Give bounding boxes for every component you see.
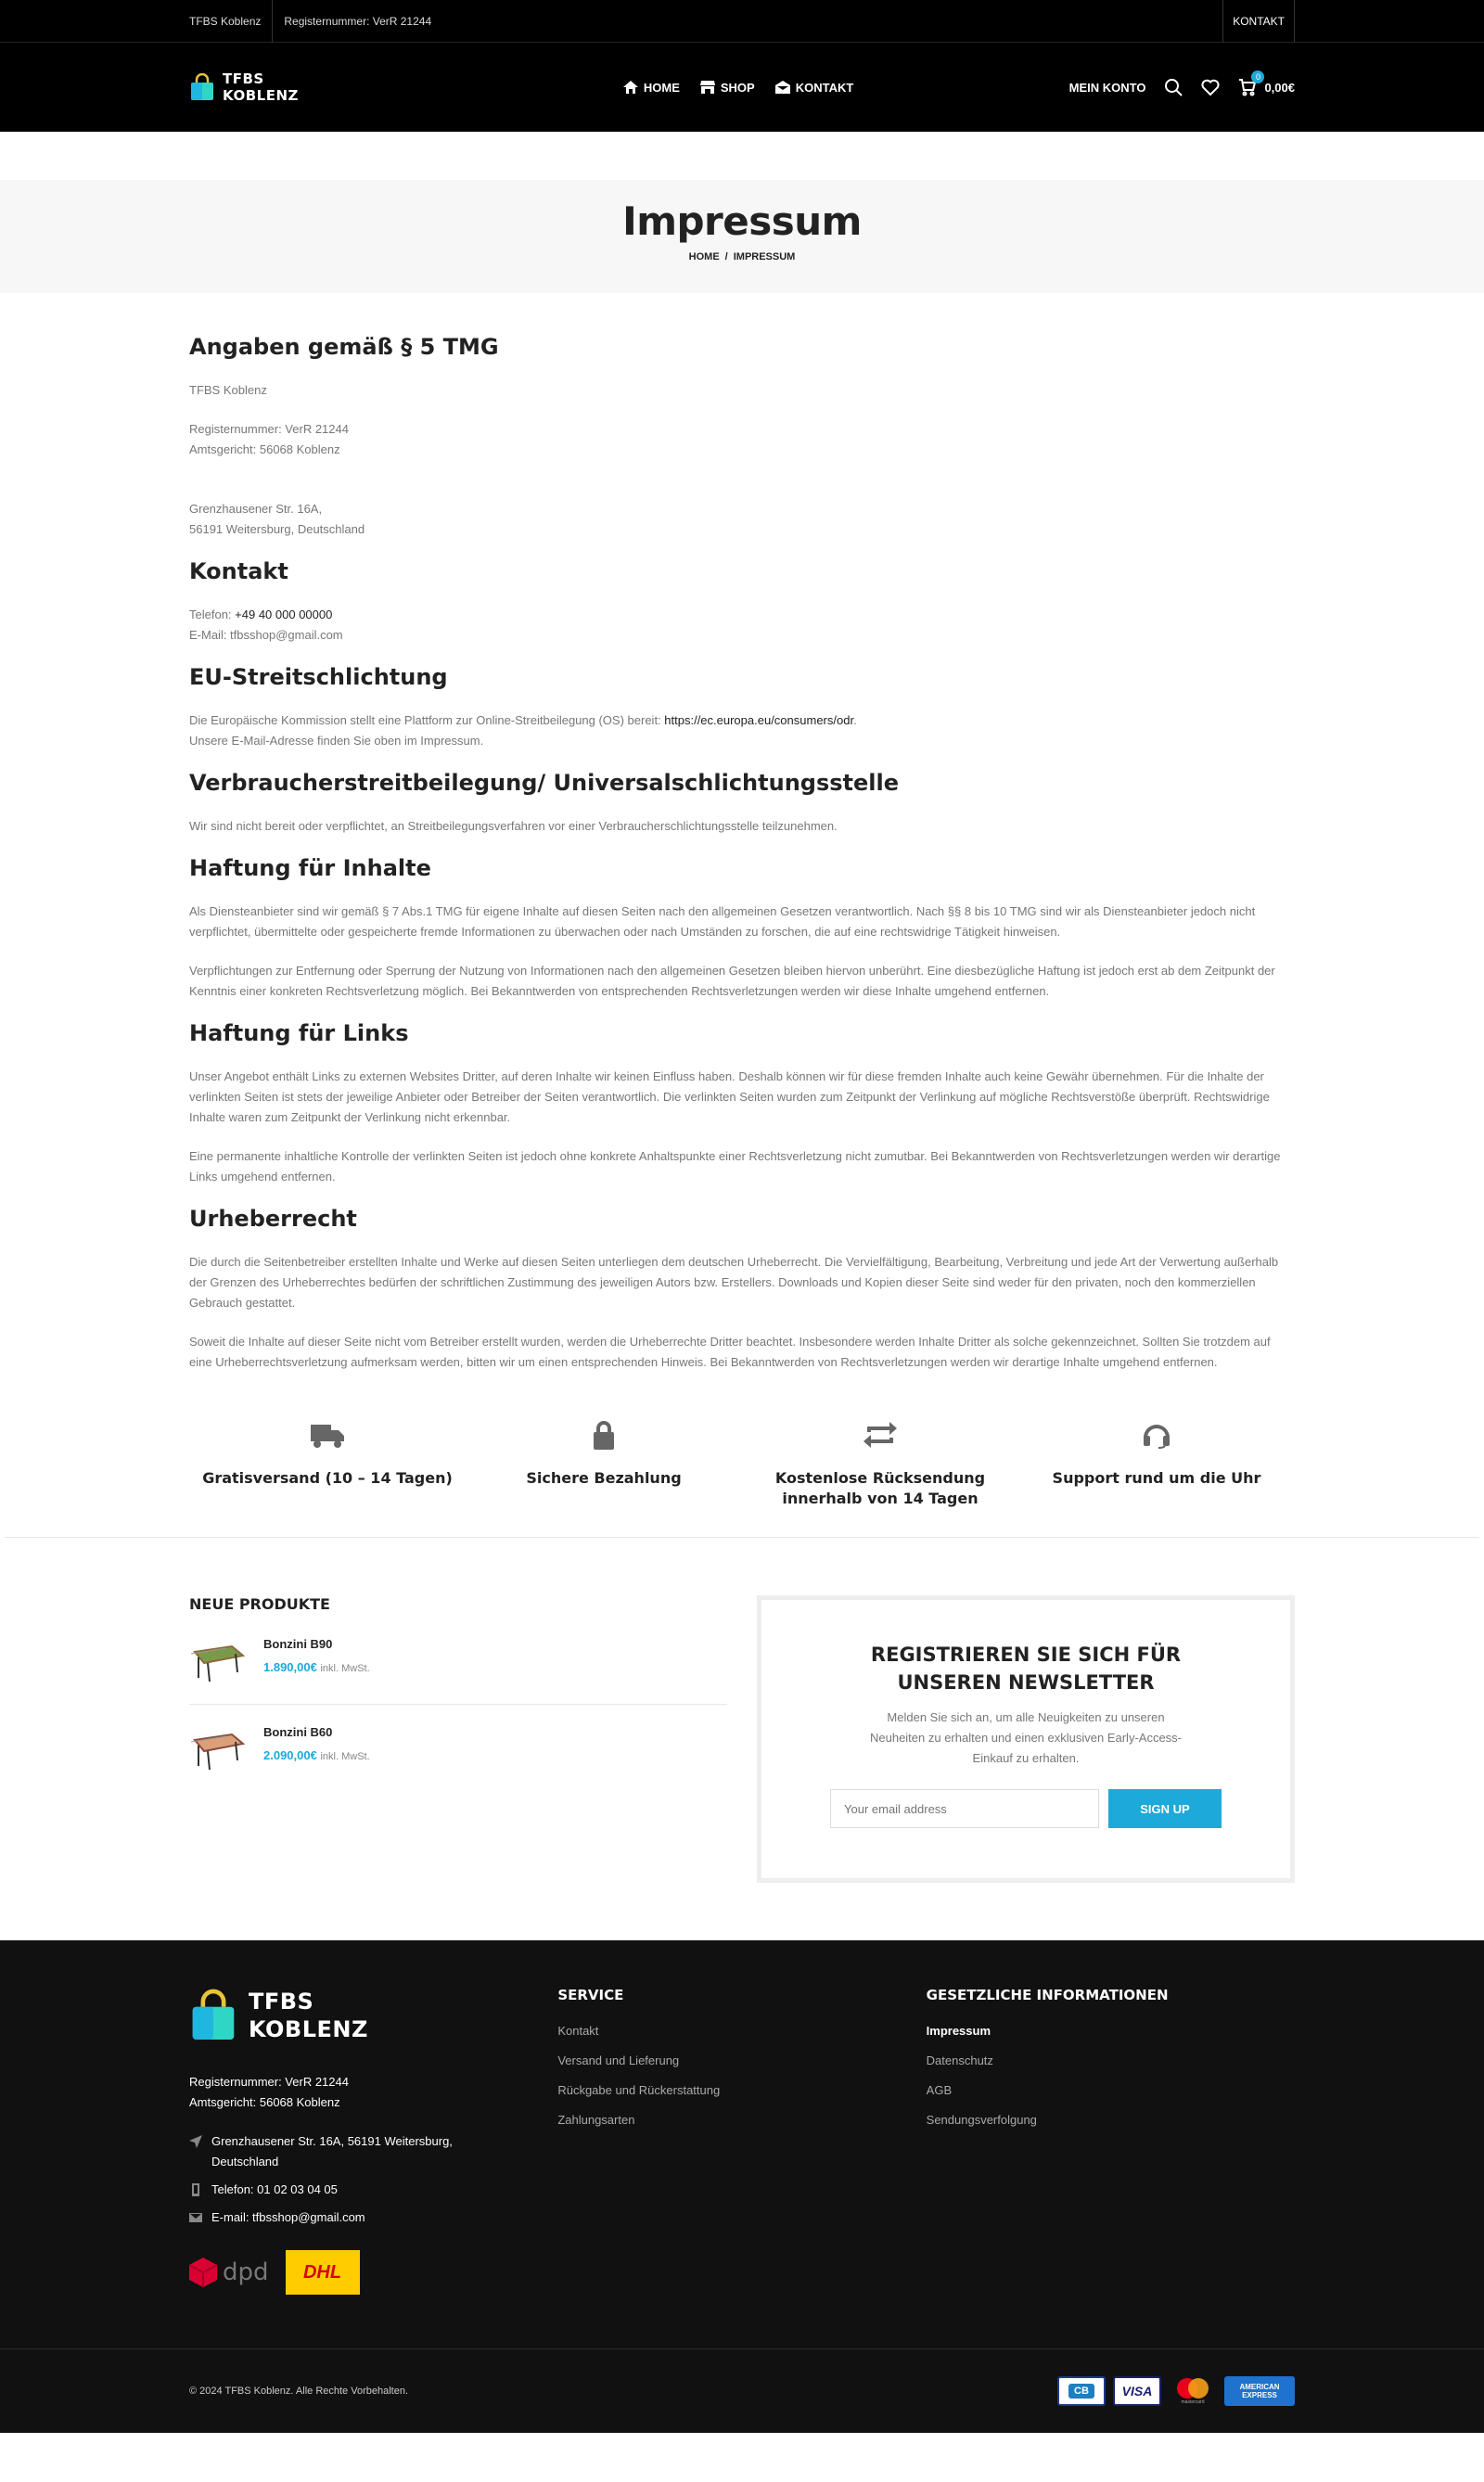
- shopping-bag-icon: [189, 73, 215, 101]
- newsletter-title-line-1: REGISTRIEREN SIE SICH FÜR: [870, 1644, 1182, 1666]
- payment-cards: [1057, 2376, 1295, 2406]
- logo-line-2: KOBLENZ: [223, 87, 299, 104]
- section-title: Urheberrecht: [189, 1206, 357, 1232]
- amex-card-label: AMERICAN EXPRESS: [1239, 2383, 1280, 2399]
- mobile-phone-icon: [189, 2183, 202, 2196]
- envelope-icon: [189, 2211, 202, 2224]
- footer-link-contact[interactable]: Kontakt: [557, 2024, 599, 2038]
- feature-text: Kostenlose Rücksendung: [774, 1469, 986, 1487]
- new-products: [189, 1595, 727, 1883]
- visa-card-label: VISA: [1121, 2384, 1153, 2399]
- address: [189, 499, 1295, 540]
- section-text: Die durch die Seitenbetreiber erstellten Inhalte und Werke auf diesen Seiten unterliegen dem deutschen Urheberrecht. Die Vervielfältigung, Bearbeitung, Verbreitung und jede Art der Verwertung außerhalb der Grenzen des Urheberrechtes bedürfen der schriftlichen Zustimmung des jeweiligen Autors bzw. Erstellers. Downloads und Kopien dieser Seite sind weder für den privaten, noch den kommerziellen Gebrauch gestattet.: [189, 1255, 1279, 1310]
- section-liability-links: [189, 1020, 1295, 1187]
- eu-dispute-line-2: Unsere E-Mail-Adresse finden Sie oben im Impressum.: [189, 734, 484, 748]
- footer-link-terms[interactable]: AGB: [926, 2083, 953, 2097]
- section-text: Wir sind nicht bereit oder verpflichtet, an Streitbeilegungsverfahren vor einer Verbraucherschlichtungsstelle teilzunehmen.: [189, 819, 838, 833]
- section-title: Haftung für Links: [189, 1020, 409, 1046]
- section-text: Als Diensteanbieter sind wir gemäß § 7 Abs.1 TMG für eigene Inhalte auf diesen Seiten nach den allgemeinen Gesetzen verantwortlich. Nach §§ 8 bis 10 TMG sind wir als Diensteanbieter jedoch nicht verpflichtet, übermittelte oder gespeicherte fremde Informationen zu überwachen oder nach Umständen zu forschen, die auf eine rechtswidrige Tätigkeit hinweisen.: [189, 904, 1256, 939]
- cb-card-label: CB: [1068, 2384, 1094, 2399]
- page-title-area: [0, 180, 1484, 293]
- shipping-carriers: [189, 2250, 557, 2295]
- newsletter-box: [757, 1595, 1295, 1883]
- breadcrumb: HOME / IMPRESSUM: [688, 251, 796, 262]
- phone-link[interactable]: +49 40 000 00000: [235, 608, 333, 621]
- footer-phone: [189, 2180, 557, 2200]
- address-street: Grenzhausener Str. 16A,: [189, 502, 323, 516]
- feature-payment: [466, 1419, 742, 1509]
- topbar-contact-link[interactable]: KONTAKT: [1222, 0, 1295, 43]
- foosball-table-image[interactable]: [189, 1725, 247, 1772]
- footer-logo[interactable]: [189, 1987, 557, 2044]
- footer-address: [189, 2131, 557, 2172]
- product-price: 2.090,00€: [263, 1748, 317, 1762]
- breadcrumb-current: IMPRESSUM: [733, 251, 796, 262]
- footer-link-impressum[interactable]: Impressum: [926, 2024, 991, 2038]
- address-city: 56191 Weitersburg, Deutschland: [189, 522, 365, 536]
- odr-link[interactable]: https://ec.europa.eu/consumers/odr: [664, 713, 854, 727]
- product-item[interactable]: [189, 1637, 727, 1705]
- site-logo[interactable]: [189, 70, 299, 104]
- cart-count-badge: 0: [1251, 70, 1264, 83]
- main-header: [0, 43, 1484, 132]
- newsletter-email-input[interactable]: [830, 1789, 1099, 1828]
- impressum-content: [189, 293, 1295, 1537]
- dpd-wordmark: dpd: [223, 2258, 269, 2286]
- product-name[interactable]: Bonzini B90: [263, 1637, 333, 1651]
- section-title: Angaben gemäß § 5 TMG: [189, 334, 499, 360]
- amex-card-icon: [1224, 2376, 1295, 2406]
- section-liability-content: [189, 855, 1295, 1002]
- lower-section: [189, 1538, 1295, 1938]
- register-number: Registernummer: VerR 21244: [189, 422, 349, 436]
- product-tax: inkl. MwSt.: [320, 1663, 370, 1674]
- section-contact: [189, 558, 1295, 646]
- product-price: 1.890,00€: [263, 1660, 317, 1674]
- cart-total: 0,00€: [1264, 80, 1295, 95]
- footer-legal: [927, 1987, 1295, 2295]
- section-text: Unser Angebot enthält Links zu externen Websites Dritter, auf deren Inhalte wir keinen Einfluss haben. Deshalb können wir für diese fremden Inhalte auch keine Gewähr übernehmen. Für die Inhalte der verlinkten Seiten ist stets der jeweilige Anbieter oder Betreiber der Seiten verantwortlich. Die verlinkten Seiten wurden zum Zeitpunkt der Verlinkung auf mögliche Rechtsverstöße überprüft. Rechtswidrige Inhalte waren zum Zeitpunkt der Verlinkung nicht erkennbar.: [189, 1069, 1270, 1124]
- product-tax: inkl. MwSt.: [320, 1751, 370, 1762]
- footer-link-tracking[interactable]: Sendungsverfolgung: [926, 2113, 1037, 2127]
- breadcrumb-home[interactable]: HOME: [688, 251, 720, 262]
- cart-button[interactable]: [1238, 72, 1295, 96]
- footer-logo-line-2: KOBLENZ: [249, 2016, 368, 2042]
- footer-legal-title: GESETZLICHE INFORMATIONEN: [926, 1987, 1169, 2003]
- feature-text-2: innerhalb von 14 Tagen: [782, 1490, 979, 1507]
- feature-row: [189, 1419, 1295, 1537]
- new-products-title: NEUE PRODUKTE: [189, 1595, 330, 1613]
- footer-email: [189, 2207, 557, 2228]
- nav-home[interactable]: [623, 81, 680, 95]
- footer-address-text: Grenzhausener Str. 16A, 56191 Weitersburg, Deutschland: [211, 2134, 453, 2169]
- section-title: EU-Streitschlichtung: [189, 664, 448, 690]
- section-title: Haftung für Inhalte: [189, 855, 431, 881]
- footer-register: [189, 2072, 557, 2113]
- section-title: Verbraucherstreitbeilegung/ Universalschlichtungsstelle: [189, 770, 900, 796]
- newsletter-text: Melden Sie sich an, um alle Neuigkeiten zu unseren Neuheiten zu erhalten und einen exklusiven Early-Access-Einkauf zu erhalten.: [869, 1710, 1183, 1765]
- top-bar: [0, 0, 1484, 43]
- section-copyright: [189, 1206, 1295, 1373]
- footer-link-shipping[interactable]: Versand und Lieferung: [557, 2053, 680, 2067]
- dhl-logo: DHL: [286, 2250, 360, 2295]
- footer-service: [557, 1987, 926, 2295]
- footer-link-payment[interactable]: Zahlungsarten: [557, 2113, 635, 2127]
- copyright-bar: [0, 2348, 1484, 2433]
- footer-logo-line-1: TFBS: [249, 1989, 314, 2015]
- logo-line-1: TFBS: [223, 70, 264, 87]
- section-eu-dispute: [189, 664, 1295, 751]
- my-account-link[interactable]: MEIN KONTO: [1068, 80, 1146, 95]
- mastercard-icon: [1169, 2376, 1217, 2406]
- location-arrow-icon: [189, 2135, 202, 2148]
- footer-email-text: E-mail: tfbsshop@gmail.com: [211, 2210, 365, 2224]
- feature-text: Gratisversand (10 – 14 Tagen): [202, 1469, 453, 1487]
- nav-contact[interactable]: [775, 81, 854, 95]
- product-item[interactable]: [189, 1725, 727, 1792]
- feature-returns: [742, 1419, 1018, 1509]
- company-name: TFBS Koblenz: [189, 383, 267, 397]
- nav-home-label: HOME: [643, 80, 680, 95]
- footer-phone-text: Telefon: 01 02 03 04 05: [211, 2182, 338, 2196]
- headset-icon: [1138, 1419, 1175, 1451]
- site-footer: [0, 1940, 1484, 2348]
- section-tmg: [189, 334, 1295, 540]
- visa-card-icon: [1113, 2376, 1161, 2406]
- copyright-text: © 2024 TFBS Koblenz. Alle Rechte Vorbehalten.: [189, 2386, 408, 2397]
- mastercard-circles: [1171, 2377, 1214, 2399]
- footer-court: Amtsgericht: 56068 Koblenz: [189, 2095, 340, 2109]
- footer-link-privacy[interactable]: Datenschutz: [926, 2053, 993, 2067]
- register-info: [189, 419, 1295, 460]
- nav-shop-label: SHOP: [720, 80, 755, 95]
- return-arrows-icon: [862, 1419, 899, 1451]
- newsletter-form: [761, 1789, 1290, 1828]
- feature-text: Sichere Bezahlung: [526, 1469, 682, 1487]
- dpd-logo: [189, 2258, 269, 2287]
- newsletter-title-line-2: UNSEREN NEWSLETTER: [897, 1671, 1155, 1694]
- footer-register-number: Registernummer: VerR 21244: [189, 2075, 349, 2089]
- contact-info: [189, 605, 1295, 646]
- feature-shipping: [189, 1419, 466, 1509]
- product-name[interactable]: Bonzini B60: [263, 1725, 333, 1739]
- search-icon[interactable]: [1164, 78, 1183, 96]
- email-info: E-Mail: tfbsshop@gmail.com: [189, 628, 343, 642]
- section-text: Verpflichtungen zur Entfernung oder Sperrung der Nutzung von Informationen nach den allgemeinen Gesetzen bleiben hiervon unberührt. Eine diesbezügliche Haftung ist jedoch erst ab dem Zeitpunkt der Kenntnis einer konkreten Rechtsverletzung möglich. Bei Bekanntwerden von entsprechenden Rechtsverletzungen werden wir diese Inhalte umgehend entfernen.: [189, 964, 1275, 998]
- court-info: Amtsgericht: 56068 Koblenz: [189, 442, 340, 456]
- section-text: Soweit die Inhalte auf dieser Seite nicht vom Betreiber erstellt wurden, werden die Urheberrechte Dritter beachtet. Insbesondere werden Inhalte Dritter als solche gekennzeichnet. Sollten Sie trotzdem auf eine Urheberrechtsverletzung aufmerksam werden, bitten wir um einen entsprechenden Hinweis. Bei Bekanntwerden von Rechtsverletzungen werden wir derartige Inhalte umgehend entfernen.: [189, 1335, 1271, 1369]
- heart-icon[interactable]: [1201, 78, 1220, 96]
- main-nav: [623, 81, 853, 95]
- topbar-register: Registernummer: VerR 21244: [284, 15, 432, 28]
- feature-support: [1018, 1419, 1295, 1509]
- eu-dispute-line: Die Europäische Kommission stellt eine Plattform zur Online-Streitbeilegung (OS) bereit:: [189, 713, 665, 727]
- mastercard-label: mastercard: [1181, 2399, 1205, 2405]
- cb-card-icon: [1057, 2376, 1106, 2406]
- newsletter-signup-button[interactable]: SIGN UP: [1108, 1789, 1222, 1828]
- shop-icon: [700, 81, 715, 94]
- nav-contact-label: KONTAKT: [795, 80, 854, 95]
- eu-dispute-text: Die Europäische Kommission stellt eine Plattform zur Online-Streitbeilegung (OS) bereit: https://ec.europa.eu/consumers/odr. Unsere E-Mail-Adresse finden Sie oben im Impressum.: [189, 713, 857, 748]
- footer-link-returns[interactable]: Rückgabe und Rückerstattung: [557, 2083, 721, 2097]
- newsletter-title: [761, 1641, 1290, 1696]
- phone-label: Telefon:: [189, 608, 236, 621]
- dpd-cube-icon: [189, 2258, 217, 2287]
- shopping-bag-icon: [189, 1987, 237, 2044]
- footer-service-title: SERVICE: [557, 1987, 624, 2003]
- envelope-open-icon: [775, 81, 790, 94]
- feature-text: Support rund um die Uhr: [1052, 1469, 1261, 1487]
- section-title: Kontakt: [189, 558, 288, 584]
- footer-about: [189, 1987, 557, 2295]
- section-text: Eine permanente inhaltliche Kontrolle der verlinkten Seiten ist jedoch ohne konkrete Anhaltspunkte einer Rechtsverletzung nicht zumutbar. Bei Bekanntwerden von Rechtsverletzungen werden wir derartige Links umgehend entfernen.: [189, 1149, 1281, 1183]
- nav-shop[interactable]: [700, 81, 755, 95]
- lock-icon: [585, 1419, 622, 1451]
- page-title: Impressum: [622, 198, 862, 244]
- topbar-company: TFBS Koblenz: [189, 0, 273, 43]
- foosball-table-image[interactable]: [189, 1637, 247, 1683]
- section-consumer-dispute: [189, 770, 1295, 837]
- truck-icon: [309, 1419, 346, 1451]
- home-icon: [623, 81, 638, 94]
